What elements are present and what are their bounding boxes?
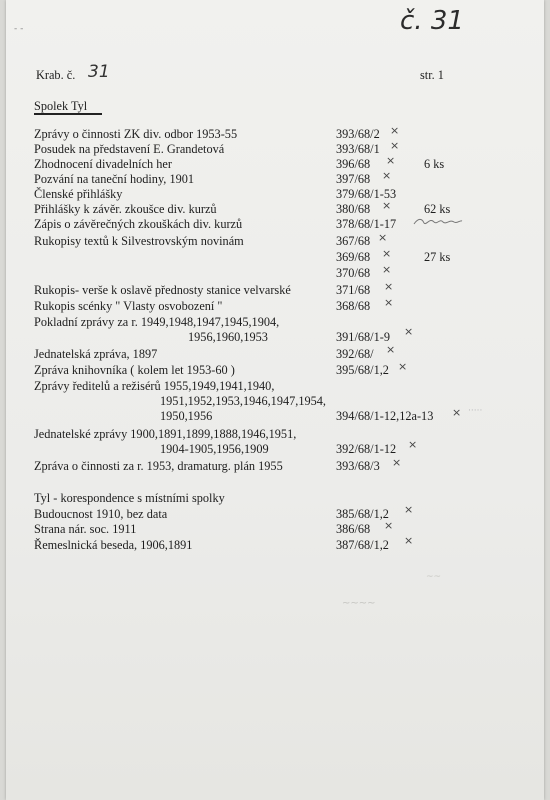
correspondence-ref: 385/68/1,2 [336,507,389,521]
entry-ref: 392/68/1-12 [336,442,397,456]
check-mark: × [384,280,394,293]
entry-ref: 391/68/1-9 [336,330,390,344]
correspondence-label: Řemeslnická beseda, 1906,1891 [34,538,193,552]
box-label: Krab. č. [36,68,76,82]
entry-ref: 379/68/1-53 [336,187,397,201]
pencil-note: ····· [468,406,483,416]
entry-count: 6 ks [424,157,445,171]
page-number: str. 1 [420,68,444,82]
check-mark: × [408,438,418,451]
entry-label: Pokladní zprávy za r. 1949,1948,1947,1945,1904, [34,315,280,329]
entry-label: Zpráva o činnosti za r. 1953, dramaturg. plán 1955 [34,459,283,473]
faint-pencil-scribble: ~~~~ [342,598,376,609]
entry-ref: 395/68/1,2 [336,363,389,377]
check-mark: × [390,124,400,137]
entry-ref: 369/68 [336,250,371,264]
check-mark: × [386,154,396,167]
faint-pencil-scribble: ~~ [426,572,442,582]
entry-ref: 394/68/1-12,12a-13 [336,409,434,423]
check-mark: × [382,169,392,182]
entry-label: Zpráva knihovníka ( kolem let 1953-60 ) [34,363,235,377]
check-mark: × [404,534,414,547]
entry-label-continued: 1951,1952,1953,1946,1947,1954, [160,394,327,408]
entry-label-continued: 1956,1960,1953 [188,330,268,344]
entry-label: Zprávy ředitelů a režisérů 1955,1949,1941,1940, [34,379,275,393]
entry-label: Zprávy o činnosti ZK div. odbor 1953-55 [34,127,238,141]
entry-count: 27 ks [424,250,451,264]
correspondence-label: Strana nár. soc. 1911 [34,522,137,536]
entry-ref: 378/68/1-17 [336,217,397,231]
entry-count: 62 ks [424,202,451,216]
entry-label: Pozvání na taneční hodiny, 1901 [34,172,195,186]
check-mark: × [382,247,392,260]
entry-ref: 380/68 [336,202,371,216]
archive-number-handwritten: č. 31 [400,6,464,36]
entry-ref: 393/68/3 [336,459,380,473]
entry-ref: 368/68 [336,299,371,313]
entry-ref: 370/68 [336,266,371,280]
handwritten-note-scribble [412,214,464,228]
check-mark: × [386,343,396,356]
entry-ref: 396/68 [336,157,371,171]
box-number-handwritten: 31 [88,62,110,82]
entry-label: Členské přihlášky [34,187,123,201]
entry-label: Zhodnocení divadelních her [34,157,172,171]
entry-label: Jednatelská zpráva, 1897 [34,347,158,361]
entry-ref: 397/68 [336,172,371,186]
check-mark: × [382,199,392,212]
entry-label: Rukopisy textů k Silvestrovským novinám [34,234,244,248]
entry-label: Jednatelské zprávy 1900,1891,1899,1888,1946,1951, [34,427,297,441]
entry-label-continued: 1950,1956 [160,409,213,423]
entry-ref: 367/68 [336,234,371,248]
check-mark: × [390,139,400,152]
document-page [6,0,544,800]
entry-label: Zápis o závěrečných zkouškách div. kurzů [34,217,243,231]
entry-label-continued: 1904-1905,1956,1909 [160,442,269,456]
entry-ref: 393/68/2 [336,127,380,141]
correspondence-ref: 387/68/1,2 [336,538,389,552]
correspondence-label: Budoucnost 1910, bez data [34,507,168,521]
entry-label: Rukopis scénky " Vlasty osvobození " [34,299,223,313]
check-mark: × [404,325,414,338]
section-title: Spolek Tyl [34,99,88,113]
entry-label: Posudek na představení E. Grandetová [34,142,225,156]
correspondence-ref: 386/68 [336,522,371,536]
correspondence-title: Tyl - korespondence s místními spolky [34,491,225,505]
check-mark: × [452,406,462,419]
entry-label: Rukopis- verše k oslavě přednosty stanice velvarské [34,283,291,297]
check-mark: × [404,503,414,516]
check-mark: × [384,296,394,309]
corner-pencil-mark: - - [14,24,24,34]
check-mark: × [384,519,394,532]
entry-ref: 392/68/ [336,347,374,361]
check-mark: × [382,263,392,276]
entry-ref: 371/68 [336,283,371,297]
check-mark: × [398,360,408,373]
check-mark: × [392,456,402,469]
section-title-underline [34,113,102,115]
entry-label: Přihlášky k závěr. zkoušce div. kurzů [34,202,217,216]
entry-ref: 393/68/1 [336,142,380,156]
check-mark: × [378,231,388,244]
